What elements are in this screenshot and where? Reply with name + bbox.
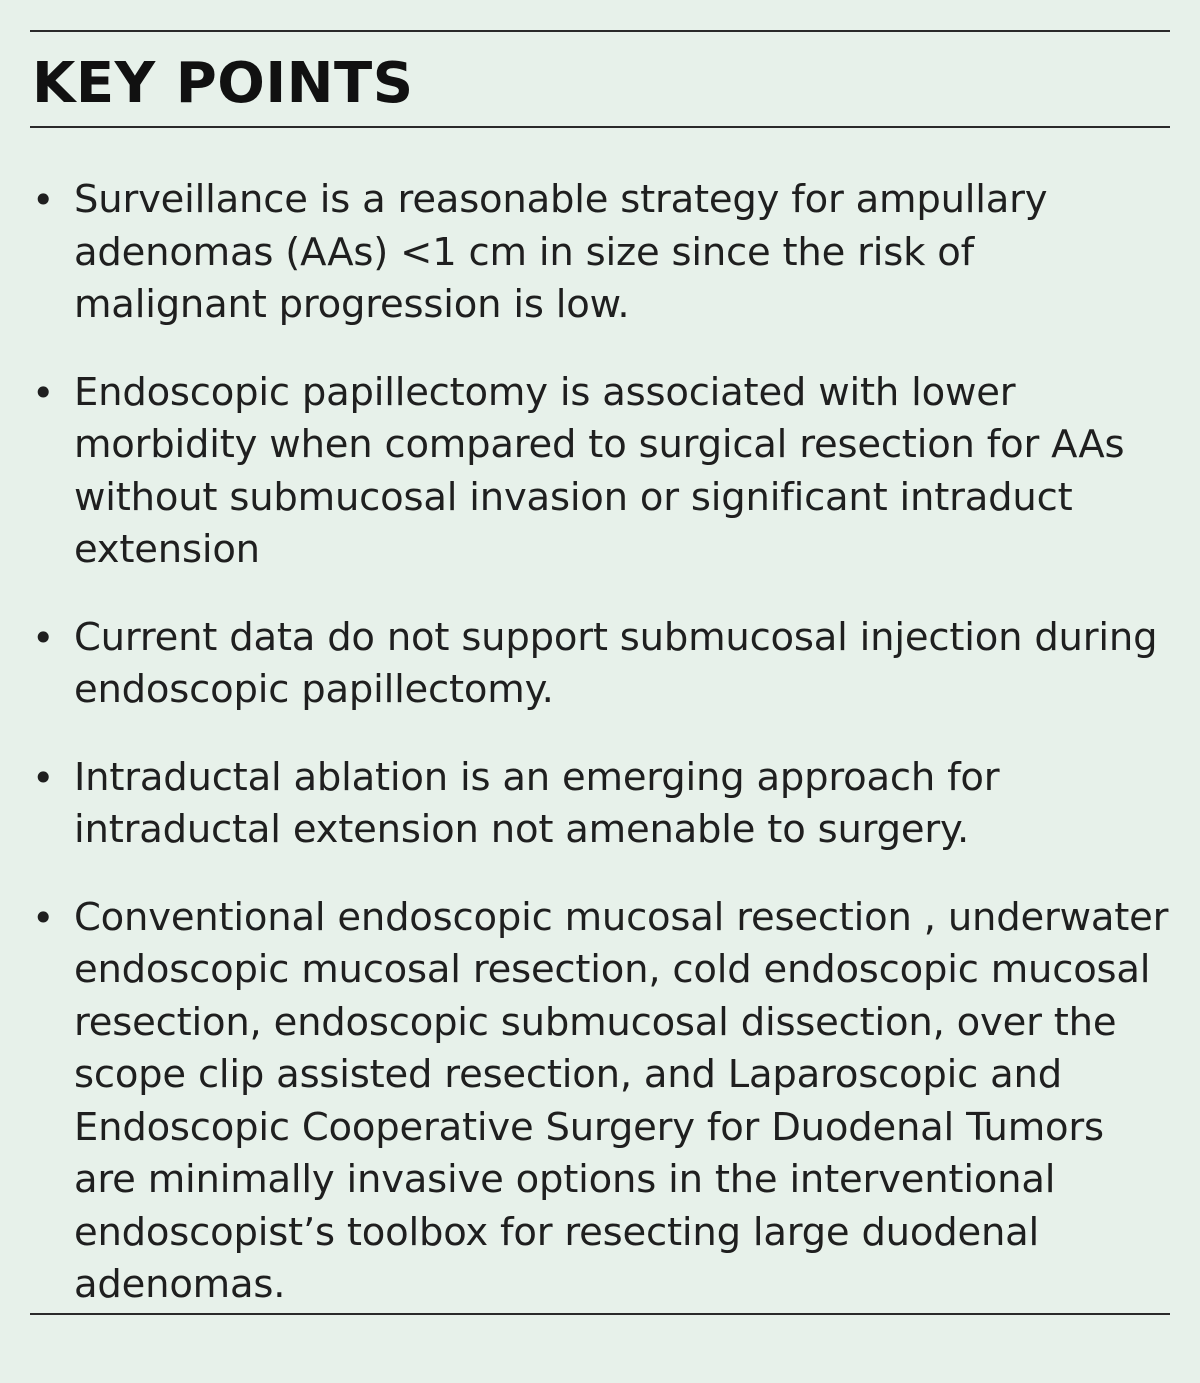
key-point-item [30, 367, 1170, 577]
key-point-item [30, 752, 1170, 857]
bottom-rule [30, 1313, 1170, 1315]
bullet-icon: • [32, 755, 55, 800]
bullet-icon: • [32, 370, 55, 415]
top-rule [30, 30, 1170, 32]
key-points-list [30, 174, 1170, 1312]
key-points-title: KEY POINTS [32, 51, 414, 116]
key-point-text: Endoscopic papillectomy is associated with lower morbidity when compared to surgical resection for AAs without submucosal invasion or significant intraduct extension [74, 369, 1125, 572]
key-point-item [30, 174, 1170, 332]
key-point-item [30, 892, 1170, 1312]
bullet-icon: • [32, 895, 55, 940]
key-point-text: Intraductal ablation is an emerging approach for intraductal extension not amenable to surgery. [74, 754, 1000, 852]
title-underline [30, 126, 1170, 128]
key-point-text: Conventional endoscopic mucosal resection , underwater endoscopic mucosal resection, cold endoscopic mucosal resection, endoscopic submucosal dissection, over the scope clip assisted resection, and Laparoscopic and Endoscopic Cooperative Surgery for Duodenal Tumors are minimally invasive options in the interventional endoscopist’s toolbox for resecting large duodenal adenomas. [74, 894, 1169, 1307]
bullet-icon: • [32, 615, 55, 660]
key-point-text: Current data do not support submucosal injection during endoscopic papillectomy. [74, 614, 1158, 712]
key-point-text: Surveillance is a reasonable strategy for ampullary adenomas (AAs) <1 cm in size since the risk of malignant progression is low. [74, 177, 1048, 327]
key-points-box [30, 30, 1170, 1347]
bullet-icon: • [32, 178, 55, 222]
key-point-item [30, 612, 1170, 717]
